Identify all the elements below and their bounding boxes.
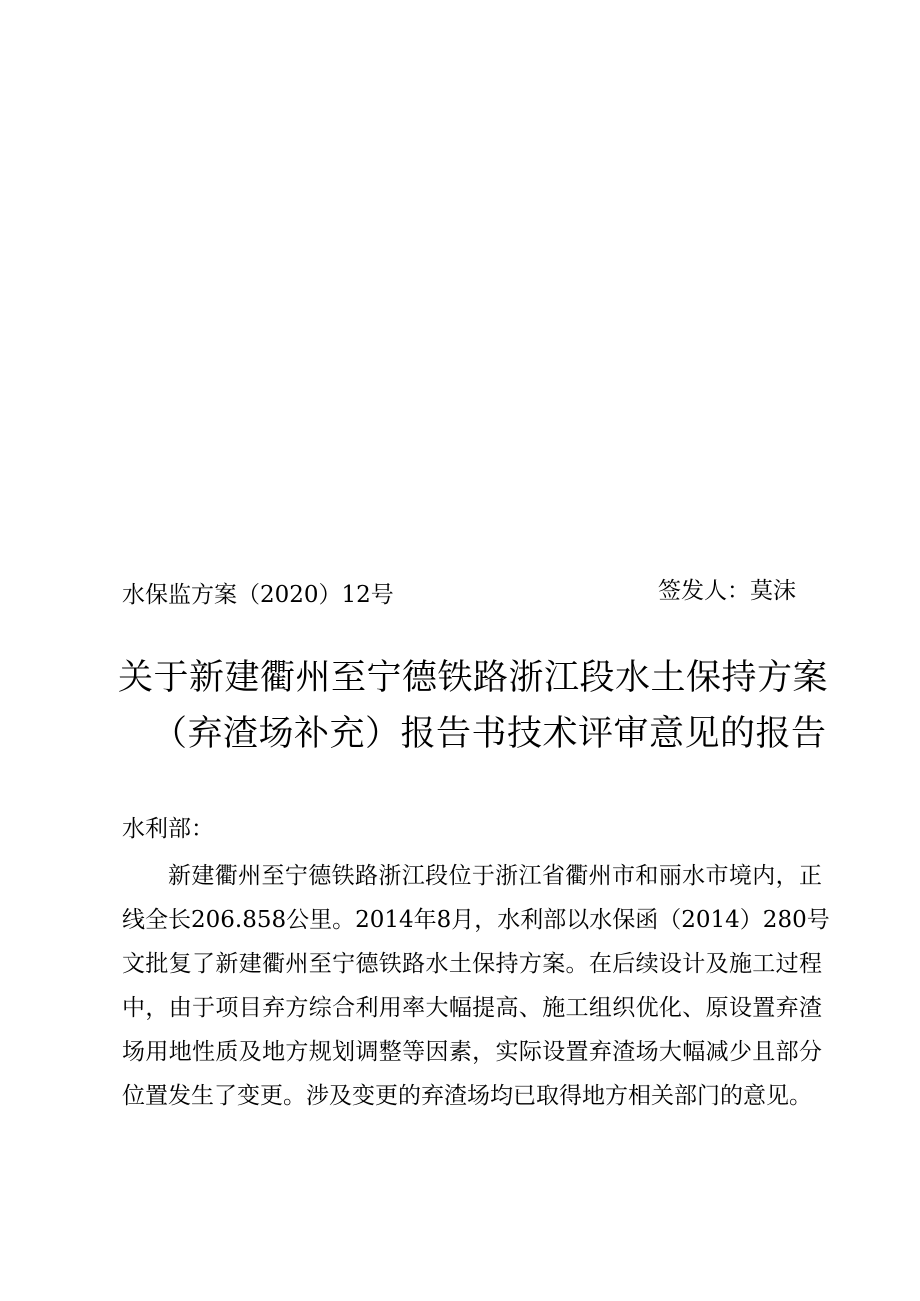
signer: 签发人：莫沫 (658, 578, 796, 604)
document-number: 水保监方案（2020）12号 (122, 582, 394, 608)
title-line-2: （弃渣场补充）报告书技术评审意见的报告 (152, 714, 827, 754)
document-title (118, 650, 829, 762)
title-line-1: 关于新建衢州至宁德铁路浙江段水土保持方案 (118, 658, 829, 698)
body-line: 文批复了新建衢州至宁德铁路水土保持方案。在后续设计及施工过程 (122, 951, 822, 977)
body-line: 线全长206.858公里。2014年8月，水利部以水保函（2014）280号 (122, 907, 830, 933)
body-line: 位置发生了变更。涉及变更的弃渣场均已取得地方相关部门的意见。 (122, 1083, 812, 1109)
body-line: 新建衢州至宁德铁路浙江段位于浙江省衢州市和丽水市境内，正 (168, 863, 822, 889)
addressee: 水利部： (122, 816, 214, 842)
body-line: 中，由于项目弃方综合利用率大幅提高、施工组织优化、原设置弃渣 (122, 995, 822, 1021)
body-line: 场用地性质及地方规划调整等因素，实际设置弃渣场大幅减少且部分 (122, 1039, 822, 1065)
body-paragraph (122, 854, 830, 1118)
